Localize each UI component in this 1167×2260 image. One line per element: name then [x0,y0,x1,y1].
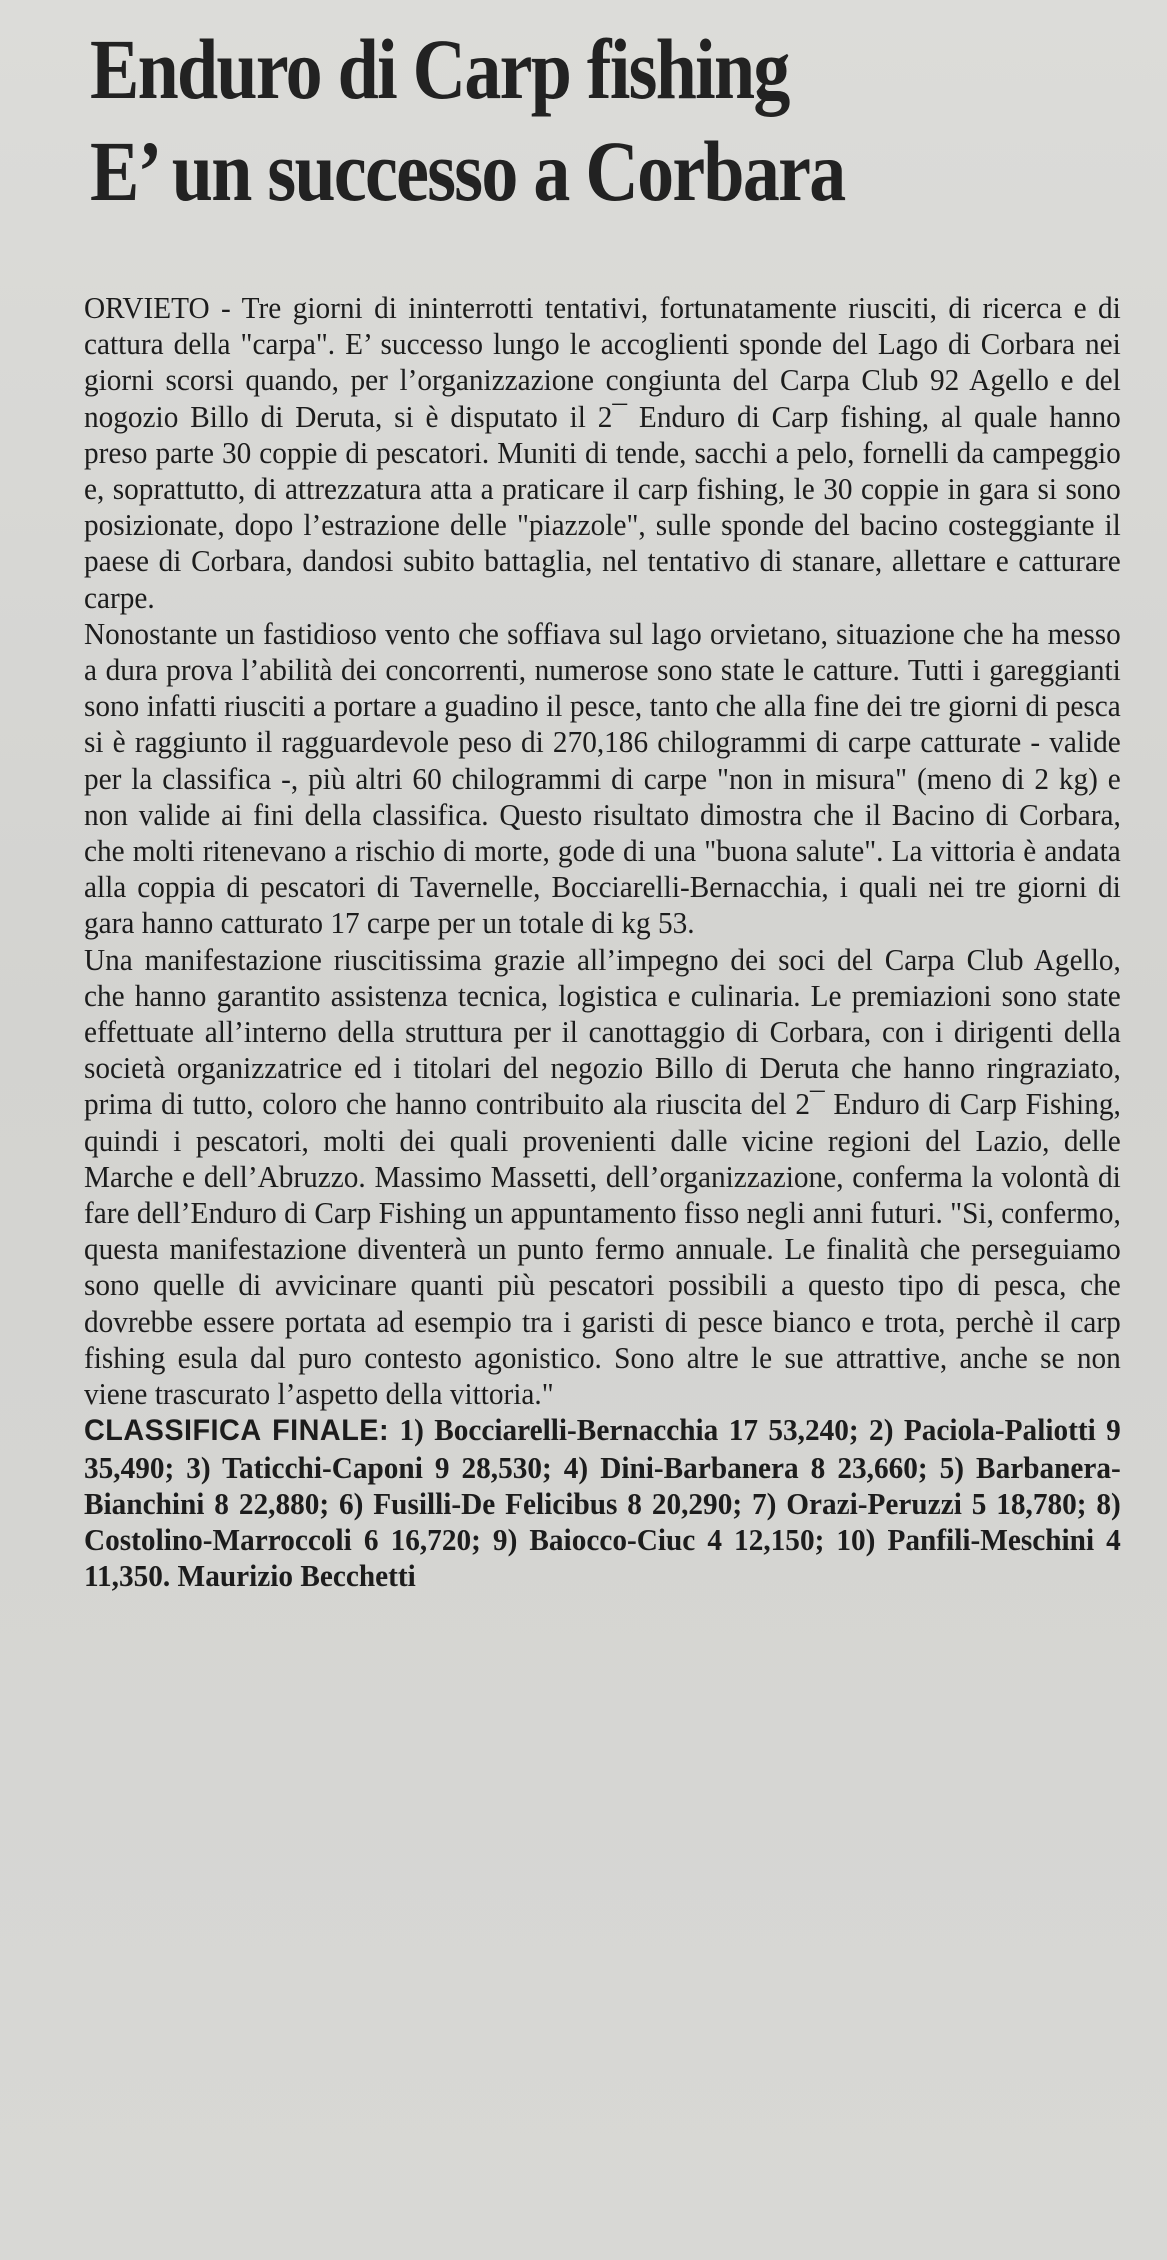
article-paragraph-1: ORVIETO - Tre giorni di ininterrotti tentativi, fortunatamente riusciti, di ricerca e di cattura della "carpa". E’ successo lungo le accoglienti sponde del Lago di Corbara nei giorni scorsi quando, per l’organizzazione congiunta del Carpa Club 92 Agello e del nogozio Billo di Deruta, si è disputato il 2¯ Enduro di Carp fishing, al quale hanno preso parte 30 coppie di pescatori. Muniti di tende, sacchi a pelo, fornelli da campeggio e, soprattutto, di attrezzatura atta a praticare il carp fishing, le 30 coppie in gara si sono posizionate, dopo l’estrazione delle "piazzole", sulle sponde del bacino costeggiante il paese di Corbara, dandosi subito battaglia, nel tentativo di stanare, allettare e catturare carpe. [84,291,1121,615]
classifica-label: CLASSIFICA FINALE: [84,1414,390,1448]
article-paragraph-2: Nonostante un fastidioso vento che soffiava sul lago orvietano, situazione che ha messo a dura prova l’abilità dei concorrenti, numerose sono state le catture. Tutti i gareggianti sono infatti riusciti a portare a guadino il pesce, tanto che alla fine dei tre giorni di pesca si è raggiunto il ragguardevole peso di 270,186 chilogrammi di carpe catturate - valide per la classifica -, più altri 60 chilogrammi di carpe "non in misura" (meno di 2 kg) e non valide ai fini della classifica. Questo risultato dimostra che il Bacino di Corbara, che molti ritenevano a rischio di morte, gode di una "buona salute". La vittoria è andata alla coppia di pescatori di Tavernelle, Bocciarelli-Bernacchia, i quali nei tre giorni di gara hanno catturato 17 carpe per un totale di kg 53. [84,616,1121,941]
article-paragraph-3: Una manifestazione riuscitissima grazie all’impegno dei soci del Carpa Club Agello, che hanno garantito assistenza tecnica, logistica e culinaria. Le premiazioni sono state effettuate all’interno della struttura per il canottaggio di Corbara, con i dirigenti della società organizzatrice ed i titolari del negozio Billo di Deruta che hanno ringraziato, prima di tutto, coloro che hanno contribuito ala riuscita del 2¯ Enduro di Carp Fishing, quindi i pescatori, molti dei quali provenienti dalle vicine regioni del Lazio, delle Marche e dell’Abruzzo. Massimo Massetti, dell’organizzazione, conferma la volontà di fare dell’Enduro di Carp Fishing un appuntamento fisso negli anni futuri. "Si, confermo, questa manifestazione diventerà un punto fermo annuale. Le finalità che perseguiamo sono quelle di avvicinare quanti più pescatori possibili a questo tipo di pesca, che dovrebbe essere portata ad esempio tra i garisti di pesce bianco e trota, perchè il carp fishing esula dal puro contesto agonistico. Sono altre le sue attrattive, anche se non viene trascurato l’aspetto della vittoria." [84,942,1121,1412]
article-body [84,290,1121,1594]
headline-line-1: Enduro di Carp fishing [90,21,789,117]
byline: Maurizio Becchetti [177,1559,416,1594]
headline-line-2: E’ un successo a Corbara [90,123,845,219]
classifica-paragraph [84,1412,1121,1594]
headline [90,18,1002,222]
classifica-results: 1) Bocciarelli-Bernacchia 17 53,240; 2) Paciola-Paliotti 9 35,490; 3) Taticchi-Caponi 9 28,530; 4) Dini-Barbanera 8 23,660; 5) Barbanera-Bianchini 8 22,880; 6) Fusilli-De Felicibus 8 20,290; 7) Orazi-Peruzzi 5 18,780; 8) Costolino-Marroccoli 6 16,720; 9) Baiocco-Ciuc 4 12,150; 10) Panfili-Meschini 4 11,350. [84,1413,1121,1594]
